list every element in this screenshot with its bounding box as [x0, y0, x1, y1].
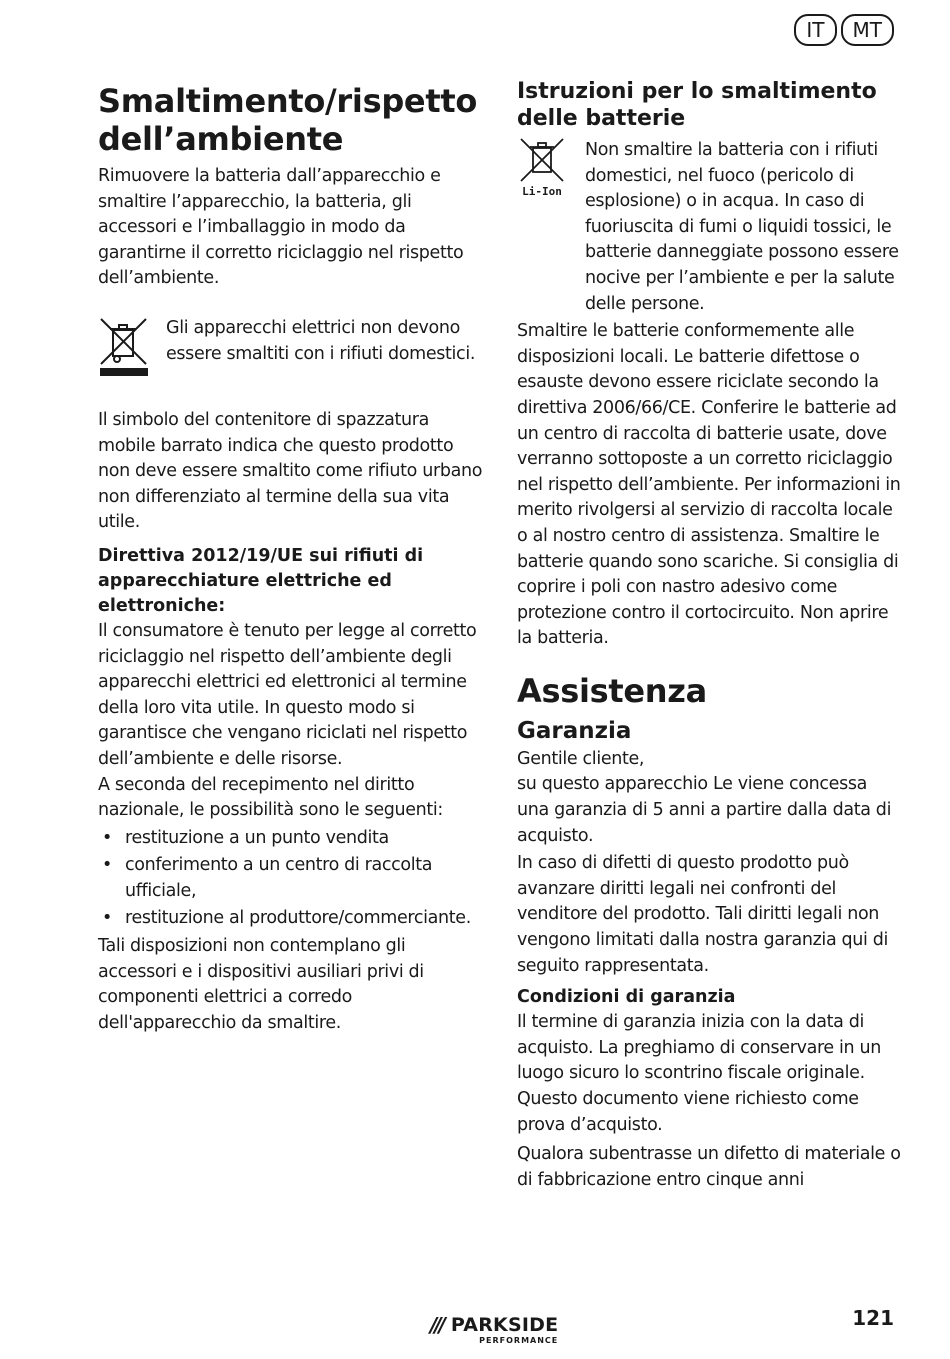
conditions-paragraph-1: Il termine di garanzia inizia con la data di acquisto. La preghiamo di conservare in un luogo sicuro lo scontrino fiscale originale. Questo documento viene richiesto come prova d’acquisto. [517, 1012, 881, 1135]
battery-disposal-icon [517, 138, 577, 204]
conditions-paragraph-2: Qualora subentrasse un difetto di materiale o di fabbricazione entro cinque anni [517, 1144, 901, 1190]
warranty-paragraph-1: su questo apparecchio Le viene concessa una garanzia di 5 anni a partire dalla data di acquisto. [517, 774, 892, 846]
crossed-bin-icon [98, 316, 152, 384]
language-badges [794, 14, 894, 46]
brand-subtitle: PERFORMANCE [479, 1336, 559, 1345]
list-item: • restituzione al produttore/commerciante. [98, 906, 483, 932]
battery-heading: Istruzioni per lo smaltimento delle batterie [517, 79, 877, 131]
closing-paragraph: Tali disposizioni non contemplano gli accessori e i dispositivi ausiliari privi di componenti elettrici a corredo dell'apparecchio da smaltire. [98, 936, 424, 1033]
battery-warning: Non smaltire la batteria con i rifiuti domestici, nel fuoco (pericolo di esplosione) o in acqua. In caso di fuoriuscita di fumi o liquidi tossici, le batterie danneggiate possono essere nocive per l’ambiente e per la salute delle persone. [585, 140, 899, 314]
page-number: 121 [852, 1306, 894, 1330]
warranty-paragraph-2: In caso di difetti di questo prodotto può avanzare diritti legali nei confronti del venditore del prodotto. Tali diritti legali non vengono limitati dalla nostra garanzia qui di seguito rappresentata. [517, 853, 889, 976]
weee-note: Gli apparecchi elettrici non devono essere smaltiti con i rifiuti domestici. [166, 317, 476, 364]
language-badge-it: IT [794, 14, 836, 46]
disposal-title: Smaltimento/rispetto dell’ambiente [98, 82, 478, 158]
conditions-heading: Condizioni di garanzia [517, 987, 736, 1008]
list-item: • restituzione a un punto vendita [98, 826, 483, 852]
directive-paragraph-2: A seconda del recepimento nel diritto nazionale, le possibilità sono le seguenti: [98, 774, 443, 821]
list-item: • conferimento a un centro di raccolta ufficiale, [98, 853, 483, 904]
greeting: Gentile cliente, [517, 748, 645, 769]
parkside-logo [430, 1314, 558, 1345]
brand-name: PARKSIDE [450, 1314, 559, 1336]
battery-icon-label: Li-Ion [522, 185, 562, 198]
right-column [517, 78, 902, 1193]
disposal-options [98, 826, 483, 932]
symbol-explanation: Il simbolo del contenitore di spazzatura mobile barrato indica che questo prodotto non deve essere smaltito come rifiuto urbano non differenziato al termine della sua vita utile. [98, 409, 483, 533]
left-column [98, 78, 483, 1036]
disposal-intro: Rimuovere la batteria dall’apparecchio e smaltire l’apparecchio, la batteria, gli accessori e l’imballaggio in modo da garantirne il corretto riciclaggio nel rispetto dell’ambiente. [98, 166, 464, 289]
battery-notice [517, 138, 902, 317]
battery-instructions: Smaltire le batterie conformemente alle disposizioni locali. Le batterie difettose o esauste devono essere riciclate secondo la direttiva 2006/66/CE. Conferire le batterie ad un centro di raccolta di batterie usate, dove verranno sottoposte a un corretto riciclaggio nel rispetto dell’ambiente. Per informazioni in merito rivolgersi al servizio di raccolta locale o al nostro centro di assistenza. Smaltire le batterie quando sono scariche. Si consiglia di coprire i poli con nastro adesivo come protezione contro il cortocircuito. Non aprire la batteria. [517, 321, 901, 649]
language-badge-mt: MT [841, 14, 894, 46]
service-title: Assistenza [517, 671, 707, 710]
warranty-title: Garanzia [517, 717, 632, 744]
directive-paragraph-1: Il consumatore è tenuto per legge al corretto riciclaggio nel rispetto dell’ambiente degli apparecchi elettrici ed elettronici al termine della loro vita utile. In questo modo si garantisce che vengano riciclati nel rispetto dell’ambiente e delle risorse. [98, 620, 477, 769]
directive-heading: Direttiva 2012/19/UE sui rifiuti di apparecchiature elettriche ed elettroniche: [98, 545, 424, 616]
logo-slashes-icon: /// [430, 1313, 443, 1337]
weee-notice [98, 316, 483, 384]
